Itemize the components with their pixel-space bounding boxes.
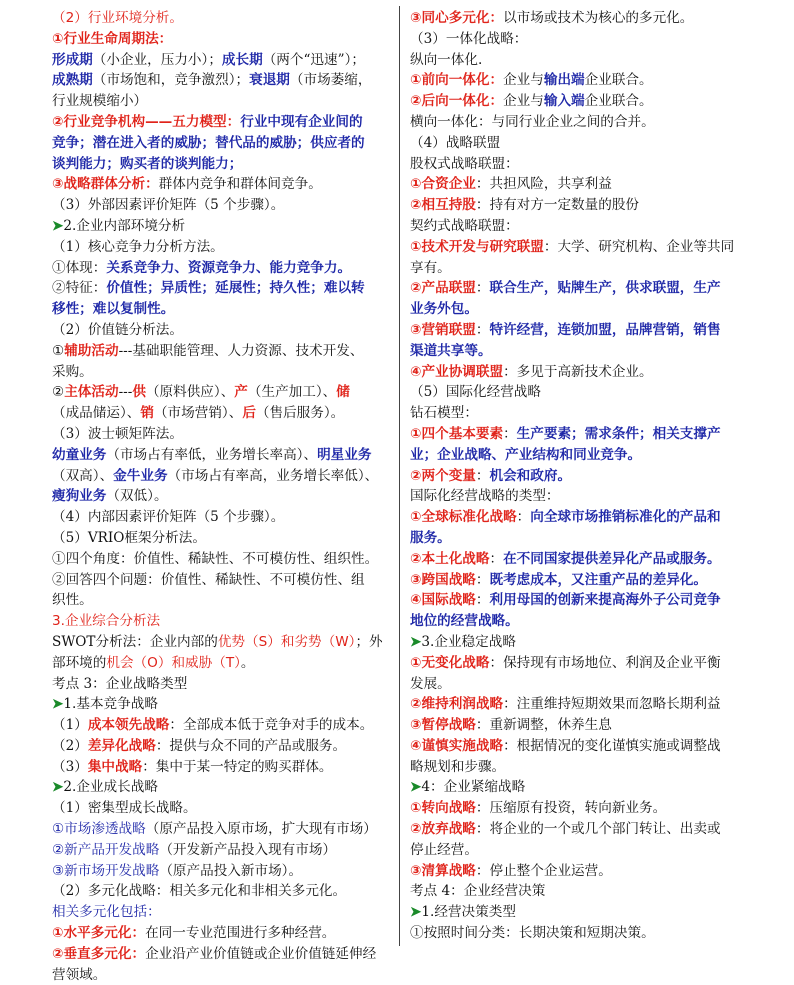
text-line — [52, 923, 392, 944]
text-line — [52, 133, 392, 154]
text-line — [52, 798, 392, 819]
text-segment: 横向一体化：与同行业企业之间的合并。 — [410, 113, 655, 130]
text-line — [410, 549, 748, 570]
text-segment: ②行业竞争机构——五力模型： — [52, 113, 241, 130]
text-line — [52, 881, 392, 902]
text-segment: 纵向一体化. — [410, 51, 483, 68]
text-segment: 2.企业内部环境分析 — [63, 217, 186, 234]
text-line — [410, 237, 748, 258]
text-line — [410, 674, 748, 695]
text-segment: （4）内部因素评价矩阵（5 个步骤）。 — [52, 509, 285, 526]
text-segment: 后 — [242, 405, 256, 422]
text-segment: 企业沿产业价值链或企业价值链延伸经 — [145, 945, 377, 962]
text-segment: ④国际战略 — [410, 592, 476, 609]
text-segment: 采购。 — [52, 363, 93, 380]
text-segment: ： — [475, 717, 490, 734]
text-segment: ②产品联盟 — [410, 280, 476, 297]
text-segment: ③同心多元化： — [410, 10, 504, 26]
text-segment: ；外 — [355, 633, 383, 650]
text-segment: ①无变化战略 — [410, 654, 490, 671]
text-segment: 主体活动 — [64, 384, 119, 401]
text-line — [52, 819, 392, 840]
text-line — [410, 486, 748, 507]
text-segment: ： — [475, 467, 490, 484]
text-segment: （售后服务）。 — [255, 405, 345, 422]
text-segment: （3）外部因素评价矩阵（5 个步骤）。 — [52, 197, 285, 214]
text-segment: 营领域。 — [52, 966, 107, 983]
text-segment: （生产加工）、 — [247, 384, 337, 401]
text-segment: 2.企业成长战略 — [63, 779, 158, 796]
text-segment: 企业联合。 — [584, 72, 653, 89]
text-segment: 企业与 — [503, 72, 544, 89]
text-segment: 移性；难以复制性。 — [52, 301, 175, 318]
text-segment: 差异化战略 — [87, 737, 156, 754]
text-segment: ①转向战略 — [410, 800, 476, 817]
arrow-bullet-icon: ➤ — [410, 633, 422, 650]
text-segment: ③暂停战略 — [410, 717, 476, 734]
text-segment: （2）行业环境分析。 — [52, 10, 183, 26]
text-segment: 企业联合。 — [584, 93, 653, 110]
text-line — [52, 840, 392, 861]
text-segment: ①行业生命周期法： — [52, 30, 173, 47]
text-segment: ： — [489, 654, 504, 671]
text-line — [410, 112, 748, 133]
text-line — [52, 507, 392, 528]
text-line — [410, 445, 748, 466]
text-segment: 输出端 — [543, 72, 585, 89]
text-segment: ： — [516, 509, 531, 526]
text-line — [410, 632, 748, 653]
text-segment: （双低）。 — [106, 488, 168, 505]
text-segment: 特许经营，连锁加盟，品牌营销，销售 — [489, 321, 721, 338]
text-segment: 。 — [240, 654, 255, 671]
text-line — [52, 195, 392, 216]
text-line — [52, 299, 392, 320]
text-segment: 4：企业紧缩战略 — [421, 779, 526, 796]
text-line — [410, 362, 748, 383]
text-line — [52, 715, 392, 736]
text-segment: 服务。 — [410, 529, 451, 546]
text-line — [410, 174, 748, 195]
text-line — [52, 174, 392, 195]
text-segment: ②回答四个问题：价值性、稀缺性、不可模仿性、组 — [52, 571, 365, 588]
text-segment: 考点 3：企业战略类型 — [52, 675, 188, 692]
text-segment: 关系竞争力、资源竞争力、能力竞争力。 — [106, 259, 352, 276]
text-segment: 以市场或技术为核心的多元化。 — [503, 10, 694, 26]
text-segment: 渠道共享等。 — [410, 342, 492, 359]
text-segment: （市场萎缩， — [289, 72, 372, 89]
text-segment: 瘦狗业务 — [52, 488, 107, 505]
text-segment: ：持有对方一定数量的股份 — [475, 197, 640, 214]
text-line — [410, 507, 748, 528]
text-line — [410, 736, 748, 757]
text-segment: ②新产品开发战略 — [52, 841, 160, 858]
text-segment: （2） — [52, 737, 88, 754]
text-line — [410, 403, 748, 424]
text-segment: 产 — [234, 384, 248, 401]
text-line — [52, 112, 392, 133]
text-line — [410, 611, 748, 632]
text-segment: （1） — [52, 717, 88, 734]
text-segment: ③清算战略 — [410, 862, 476, 879]
text-segment: 价值性；异质性；延展性；持久性；难以转 — [106, 280, 365, 297]
text-segment: 重新调整，休养生息 — [489, 717, 612, 734]
text-segment: （成品储运）、 — [52, 405, 141, 422]
text-segment: ：集中于某一特定的购买群体。 — [142, 758, 333, 775]
text-line — [410, 195, 748, 216]
text-line — [410, 278, 748, 299]
text-segment: 3.企业综合分析法 — [52, 613, 161, 630]
text-segment: （1）核心竞争力分析方法。 — [52, 238, 224, 255]
text-line — [410, 653, 748, 674]
text-segment: （原产品投入新市场）。 — [159, 862, 303, 879]
text-line — [52, 403, 392, 424]
text-line — [52, 278, 392, 299]
text-line — [410, 694, 748, 715]
text-segment: （5）VRIO框架分析法。 — [52, 529, 206, 546]
text-segment: 享有。 — [410, 259, 451, 276]
text-line — [410, 757, 748, 778]
text-segment: 向全球市场推销标准化的产品和 — [530, 509, 721, 526]
text-line — [410, 70, 748, 91]
text-line — [410, 819, 748, 840]
text-segment: 集中战略 — [87, 758, 143, 775]
text-line — [410, 777, 748, 798]
text-segment: 形成期 — [52, 51, 93, 68]
text-line — [52, 466, 392, 487]
text-segment: 金牛业务 — [113, 467, 168, 484]
text-segment: 停止整个企业运营。 — [489, 862, 612, 879]
text-line — [52, 50, 392, 71]
text-segment: 机会（O）和威胁（T） — [106, 654, 241, 671]
text-segment: （2）多元化战略：相关多元化和非相关多元化。 — [52, 883, 347, 900]
text-line — [52, 777, 392, 798]
text-line — [52, 382, 392, 403]
text-segment: 1.经营决策类型 — [421, 904, 516, 921]
text-line — [52, 965, 392, 985]
text-segment: 辅助活动 — [64, 342, 119, 359]
text-line — [52, 362, 392, 383]
text-segment: ： — [503, 696, 517, 713]
text-line — [410, 715, 748, 736]
text-segment: ： — [475, 321, 490, 338]
text-segment: ： — [475, 800, 490, 817]
text-line — [52, 29, 392, 50]
text-segment: ---基础职能管理、人力资源、技术开发、 — [118, 342, 364, 359]
text-segment: ①市场渗透战略 — [52, 821, 146, 838]
text-segment: 成本领先战略 — [87, 717, 170, 734]
text-segment: ④产业协调联盟 — [410, 363, 504, 380]
arrow-bullet-icon: ➤ — [410, 779, 422, 796]
text-segment: ②放弃战略 — [410, 821, 476, 838]
text-segment: ：全部成本低于竞争对手的成本。 — [169, 717, 374, 734]
text-segment: ②后向一体化： — [410, 93, 504, 110]
text-segment: （双高）、 — [52, 467, 114, 484]
text-segment: （1）密集型成长战略。 — [52, 800, 197, 817]
text-segment: 压缩原有投资，转向新业务。 — [489, 800, 667, 817]
text-segment: 地位的经营战略。 — [410, 613, 519, 630]
text-segment: 织性。 — [52, 592, 93, 609]
text-segment: 根据情况的变化谨慎实施或调整战 — [516, 737, 721, 754]
text-segment: 3.企业稳定战略 — [421, 633, 516, 650]
text-line — [52, 320, 392, 341]
text-segment: （市场营销）、 — [153, 405, 243, 422]
text-segment: 企业与 — [503, 93, 544, 110]
arrow-bullet-icon: ➤ — [52, 217, 64, 234]
text-segment: 成熟期 — [52, 72, 93, 89]
text-line — [410, 840, 748, 861]
text-segment: ： — [503, 425, 517, 442]
text-segment: 利用母国的创新来提高海外子公司竞争 — [489, 592, 721, 609]
text-segment: 销 — [140, 405, 154, 422]
text-segment: ： — [475, 862, 490, 879]
text-segment: ② — [52, 384, 65, 401]
text-line — [52, 424, 392, 445]
text-segment: ②维持利润战略 — [410, 696, 504, 713]
text-segment: 机会和政府。 — [489, 467, 572, 484]
text-segment: （两个“迅速”）； — [262, 51, 365, 68]
text-segment: ： — [475, 280, 490, 297]
text-segment: （原产品投入原市场，扩大现有市场） — [145, 821, 377, 838]
text-line — [52, 237, 392, 258]
text-segment: ③营销联盟 — [410, 321, 476, 338]
text-line — [410, 50, 748, 71]
text-line — [52, 736, 392, 757]
text-line — [52, 674, 392, 695]
text-segment: ①水平多元化： — [52, 925, 146, 942]
text-line — [410, 341, 748, 362]
text-line — [410, 902, 748, 923]
text-segment: 成长期 — [221, 51, 263, 68]
text-line — [52, 861, 392, 882]
text-segment: ②本土化战略 — [410, 550, 490, 567]
text-segment: --- — [118, 384, 133, 401]
text-line — [410, 590, 748, 611]
text-segment: 发展。 — [410, 675, 451, 692]
text-segment: ④谨慎实施战略 — [410, 737, 504, 754]
text-line — [410, 320, 748, 341]
text-segment: 联合生产，贴牌生产，供求联盟，生产 — [489, 280, 721, 297]
text-segment: 生产要素；需求条件；相关支撑产 — [516, 425, 721, 442]
text-segment: SWOT分析法：企业内部的 — [52, 633, 218, 650]
text-line — [410, 881, 748, 902]
text-segment: ①体现： — [52, 259, 107, 276]
text-segment: （开发新产品投入现有市场） — [159, 841, 337, 858]
text-segment: ：多见于高新技术企业。 — [503, 363, 653, 380]
text-segment: 幼童业务 — [52, 446, 107, 463]
text-line — [410, 466, 748, 487]
text-segment: 优势（S）和劣势（W） — [217, 633, 356, 650]
text-segment: ①按照时间分类：长期决策和短期决策。 — [410, 925, 655, 942]
text-line — [52, 653, 392, 674]
text-line — [410, 258, 748, 279]
text-line — [410, 528, 748, 549]
arrow-bullet-icon: ➤ — [52, 779, 64, 796]
text-line — [52, 944, 392, 965]
column-divider — [399, 6, 400, 946]
text-segment: ②两个变量 — [410, 467, 476, 484]
text-line — [410, 133, 748, 154]
left-column — [52, 8, 392, 985]
text-line — [52, 757, 392, 778]
text-segment: 股权式战略联盟： — [410, 155, 519, 172]
text-segment: （4）战略联盟 — [410, 134, 501, 151]
text-line — [52, 70, 392, 91]
text-segment: （小企业，压力小）； — [92, 51, 222, 68]
text-line — [410, 923, 748, 944]
text-line — [52, 154, 392, 175]
text-segment: ③新市场开发战略 — [52, 862, 160, 879]
text-segment: 业；企业战略、产业结构和同业竞争。 — [410, 446, 642, 463]
text-line — [410, 154, 748, 175]
text-line — [52, 341, 392, 362]
text-line — [52, 216, 392, 237]
text-segment: ③战略群体分析： — [52, 176, 159, 193]
text-segment: 注重维持短期效果而忽略长期利益 — [516, 696, 721, 713]
arrow-bullet-icon: ➤ — [52, 696, 64, 713]
text-line — [410, 8, 748, 29]
text-line — [52, 694, 392, 715]
text-segment: ： — [489, 550, 504, 567]
text-segment: 相关多元化包括： — [52, 904, 161, 921]
text-segment: （3）波士顿矩阵法。 — [52, 425, 183, 442]
text-segment: 钻石模型： — [410, 405, 478, 422]
text-segment: （2）价值链分析法。 — [52, 321, 183, 338]
text-segment: ①全球标准化战略 — [410, 509, 517, 526]
text-segment: ：大学、研究机构、企业等共同 — [543, 238, 735, 255]
text-segment: 考点 4：企业经营决策 — [410, 883, 546, 900]
text-segment: 在不同国家提供差异化产品或服务。 — [503, 550, 721, 567]
text-segment: （市场占有率低，业务增长率高）、 — [106, 446, 318, 463]
text-line — [52, 611, 392, 632]
text-segment: 衰退期 — [249, 72, 290, 89]
text-segment: ①技术开发与研究联盟 — [410, 238, 544, 255]
text-segment: 略规划和步骤。 — [410, 758, 506, 775]
text-segment: （原料供应）、 — [145, 384, 235, 401]
text-segment: 保持现有市场地位、利润及企业平衡 — [503, 654, 721, 671]
text-segment: 供 — [132, 384, 146, 401]
text-segment: ①合资企业 — [410, 176, 476, 193]
text-segment: 契约式战略联盟： — [410, 217, 519, 234]
text-line — [410, 29, 748, 50]
text-segment: ： — [475, 571, 490, 588]
text-line — [52, 486, 392, 507]
text-segment: 停止经营。 — [410, 841, 478, 858]
text-segment: ②特征： — [52, 280, 107, 297]
text-line — [52, 632, 392, 653]
text-line — [410, 798, 748, 819]
text-segment: 行业中现有企业间的 — [240, 113, 363, 130]
text-segment: 输入端 — [543, 93, 585, 110]
text-segment: 在同一专业范围进行多种经营。 — [145, 925, 336, 942]
text-segment: （3） — [52, 758, 88, 775]
text-line — [52, 258, 392, 279]
text-segment: ： — [503, 737, 517, 754]
text-segment: 竞争；潜在进入者的威胁；替代品的威胁；供应者的 — [52, 134, 365, 151]
text-segment: 谈判能力；购买者的谈判能力； — [52, 155, 243, 172]
text-segment: 储 — [336, 384, 350, 401]
text-line — [52, 528, 392, 549]
text-segment: ① — [52, 342, 65, 359]
text-line — [410, 91, 748, 112]
text-line — [52, 590, 392, 611]
text-segment: ： — [475, 821, 490, 838]
text-segment: 将企业的一个或几个部门转让、出卖或 — [489, 821, 721, 838]
text-segment: 1.基本竞争战略 — [63, 696, 158, 713]
text-segment: ②垂直多元化： — [52, 945, 146, 962]
text-line — [410, 382, 748, 403]
text-segment: ②相互持股 — [410, 197, 476, 214]
text-segment: ①前向一体化： — [410, 72, 504, 89]
arrow-bullet-icon: ➤ — [410, 904, 422, 921]
text-segment: 部环境的 — [52, 654, 107, 671]
text-segment: ③跨国战略 — [410, 571, 476, 588]
text-segment: （3）一体化战略： — [410, 30, 528, 47]
text-line — [52, 902, 392, 923]
text-segment: （市场饱和，竞争激烈）； — [92, 72, 250, 89]
right-column — [410, 8, 748, 944]
text-line — [410, 299, 748, 320]
text-line — [410, 861, 748, 882]
text-line — [52, 570, 392, 591]
text-segment: 群体内竞争和群体间竞争。 — [158, 176, 322, 193]
text-segment: 行业规模缩小） — [52, 93, 148, 110]
text-segment: （5）国际化经营战略 — [410, 384, 541, 401]
text-segment: 业务外包。 — [410, 301, 478, 318]
text-segment: ①四个基本要素 — [410, 425, 504, 442]
text-segment: 国际化经营战略的类型： — [410, 488, 560, 505]
text-segment: 既考虑成本，又注重产品的差异化。 — [489, 571, 707, 588]
text-line — [52, 549, 392, 570]
text-segment: （市场占有率高，业务增长率低）、 — [167, 467, 379, 484]
text-segment: ：提供与众不同的产品或服务。 — [155, 737, 347, 754]
text-line — [52, 91, 392, 112]
text-segment: 明星业务 — [317, 446, 372, 463]
text-segment: ①四个角度：价值性、稀缺性、不可模仿性、组织性。 — [52, 550, 379, 567]
text-line — [410, 216, 748, 237]
text-line — [410, 424, 748, 445]
text-line — [52, 445, 392, 466]
text-segment: ：共担风险，共享利益 — [475, 176, 612, 193]
text-line — [410, 570, 748, 591]
text-line — [52, 8, 392, 29]
text-segment: ： — [475, 592, 490, 609]
